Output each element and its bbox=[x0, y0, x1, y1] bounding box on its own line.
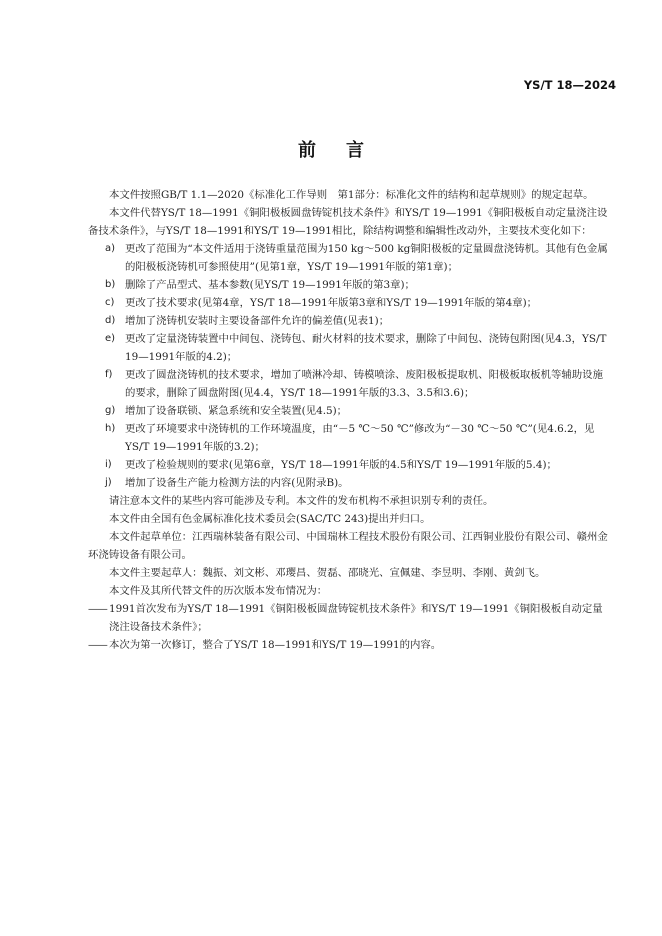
change-item-text: 更改了检验规则的要求(见第6章，YS/T 18—1991年版的4.5和YS/T 19—1991年版的5.4)； bbox=[125, 459, 557, 471]
change-item-marker: e) bbox=[105, 333, 116, 344]
page-title: 前言 bbox=[298, 140, 394, 161]
document-code: YS/T 18—2024 bbox=[523, 78, 616, 92]
drafters: 本文件主要起草人：魏振、刘文彬、邓璎昌、贺磊、邵晓光、宣佩建、李昱明、李刚、黄剑飞。 bbox=[109, 567, 546, 579]
history-item bbox=[88, 600, 608, 636]
change-item-marker: h) bbox=[105, 423, 116, 434]
change-item-marker: d) bbox=[105, 315, 116, 326]
change-item-marker: c) bbox=[105, 297, 115, 308]
foreword-body bbox=[88, 186, 608, 654]
change-item bbox=[88, 420, 608, 456]
history-item bbox=[88, 636, 608, 654]
patent-notice: 请注意本文件的某些内容可能涉及专利。本文件的发布机构不承担识别专利的责任。 bbox=[109, 495, 494, 507]
change-item-text: 更改了圆盘浇铸机的技术要求，增加了喷淋冷却、铸模喷涂、废阳极板提取机、阳极板取板机等辅助设施的要求，删除了圆盘附图(见4.4，YS/T 18—1991年版的3.3、3.5和3.6)； bbox=[125, 369, 603, 399]
change-item bbox=[88, 456, 608, 474]
change-item-text: 增加了浇铸机安装时主要设备部件允许的偏差值(见表1)； bbox=[125, 315, 390, 327]
change-item-text: 删除了产品型式、基本参数(见YS/T 19—1991年版的第3章)； bbox=[125, 279, 415, 291]
change-item-marker: b) bbox=[105, 279, 116, 290]
history-list bbox=[88, 600, 608, 654]
change-item-text: 增加了设备联锁、紧急系统和安全装置(见4.5)； bbox=[125, 405, 348, 417]
drafting-units: 本文件起草单位：江西瑞林装备有限公司、中国瑞林工程技术股份有限公司、江西铜业股份有限公司、赣州金环浇铸设备有限公司。 bbox=[88, 531, 608, 561]
change-item bbox=[88, 366, 608, 402]
history-intro: 本文件及其所代替文件的历次版本发布情况为： bbox=[109, 585, 328, 597]
history-item-text: 本次为第一次修订，整合了YS/T 18—1991和YS/T 19—1991的内容。 bbox=[109, 639, 442, 651]
change-item bbox=[88, 474, 608, 492]
history-item-dash: —— bbox=[88, 639, 107, 651]
change-item-text: 更改了定量浇铸装置中中间包、浇铸包、耐火材料的技术要求，删除了中间包、浇铸包附图(见4.3，YS/T 19—1991年版的4.2)； bbox=[125, 333, 607, 363]
history-item-text: 1991首次发布为YS/T 18—1991《铜阳极板圆盘铸锭机技术条件》和YS/T 19—1991《铜阳极板自动定量浇注设备技术条件》； bbox=[109, 603, 603, 633]
change-item bbox=[88, 240, 608, 276]
change-item-marker: a) bbox=[105, 243, 116, 254]
change-item bbox=[88, 276, 608, 294]
change-item bbox=[88, 294, 608, 312]
history-item-dash: —— bbox=[88, 603, 107, 615]
change-item bbox=[88, 312, 608, 330]
change-item bbox=[88, 330, 608, 366]
change-item-marker: f) bbox=[105, 369, 113, 380]
change-item-marker: g) bbox=[105, 405, 116, 416]
change-item-text: 更改了技术要求(见第4章，YS/T 18—1991年版第3章和YS/T 19—1991年版的第4章)； bbox=[125, 297, 538, 309]
change-item-text: 增加了设备生产能力检测方法的内容(见附录B)。 bbox=[125, 477, 349, 489]
change-item bbox=[88, 402, 608, 420]
proposing-body: 本文件由全国有色金属标准化技术委员会(SAC/TC 243)提出并归口。 bbox=[109, 513, 431, 525]
change-item-marker: j) bbox=[105, 477, 112, 488]
changes-list bbox=[88, 240, 608, 492]
intro-replacement: 本文件代替YS/T 18—1991《铜阳极板圆盘铸锭机技术条件》和YS/T 19—1991《铜阳极板自动定量浇注设备技术条件》，与YS/T 18—1991和YS/T 19—1991相比，除结构调整和编辑性改动外，主要技术变化如下： bbox=[88, 207, 608, 237]
intro-drafting-rules: 本文件按照GB/T 1.1—2020《标准化工作导则 第1部分：标准化文件的结构和起草规则》的规定起草。 bbox=[109, 189, 594, 201]
change-item-marker: i) bbox=[105, 459, 112, 470]
change-item-text: 更改了范围为“本文件适用于浇铸重量范围为150 kg～500 kg铜阳极板的定量圆盘浇铸机。其他有色金属的阳极板浇铸机可参照使用”(见第1章，YS/T 19—1991年版的第1章)； bbox=[125, 243, 608, 273]
change-item-text: 更改了环境要求中浇铸机的工作环境温度，由“－5 ℃～50 ℃”修改为“－30 ℃～50 ℃”(见4.6.2，见YS/T 19—1991年版的3.2)； bbox=[125, 423, 595, 453]
